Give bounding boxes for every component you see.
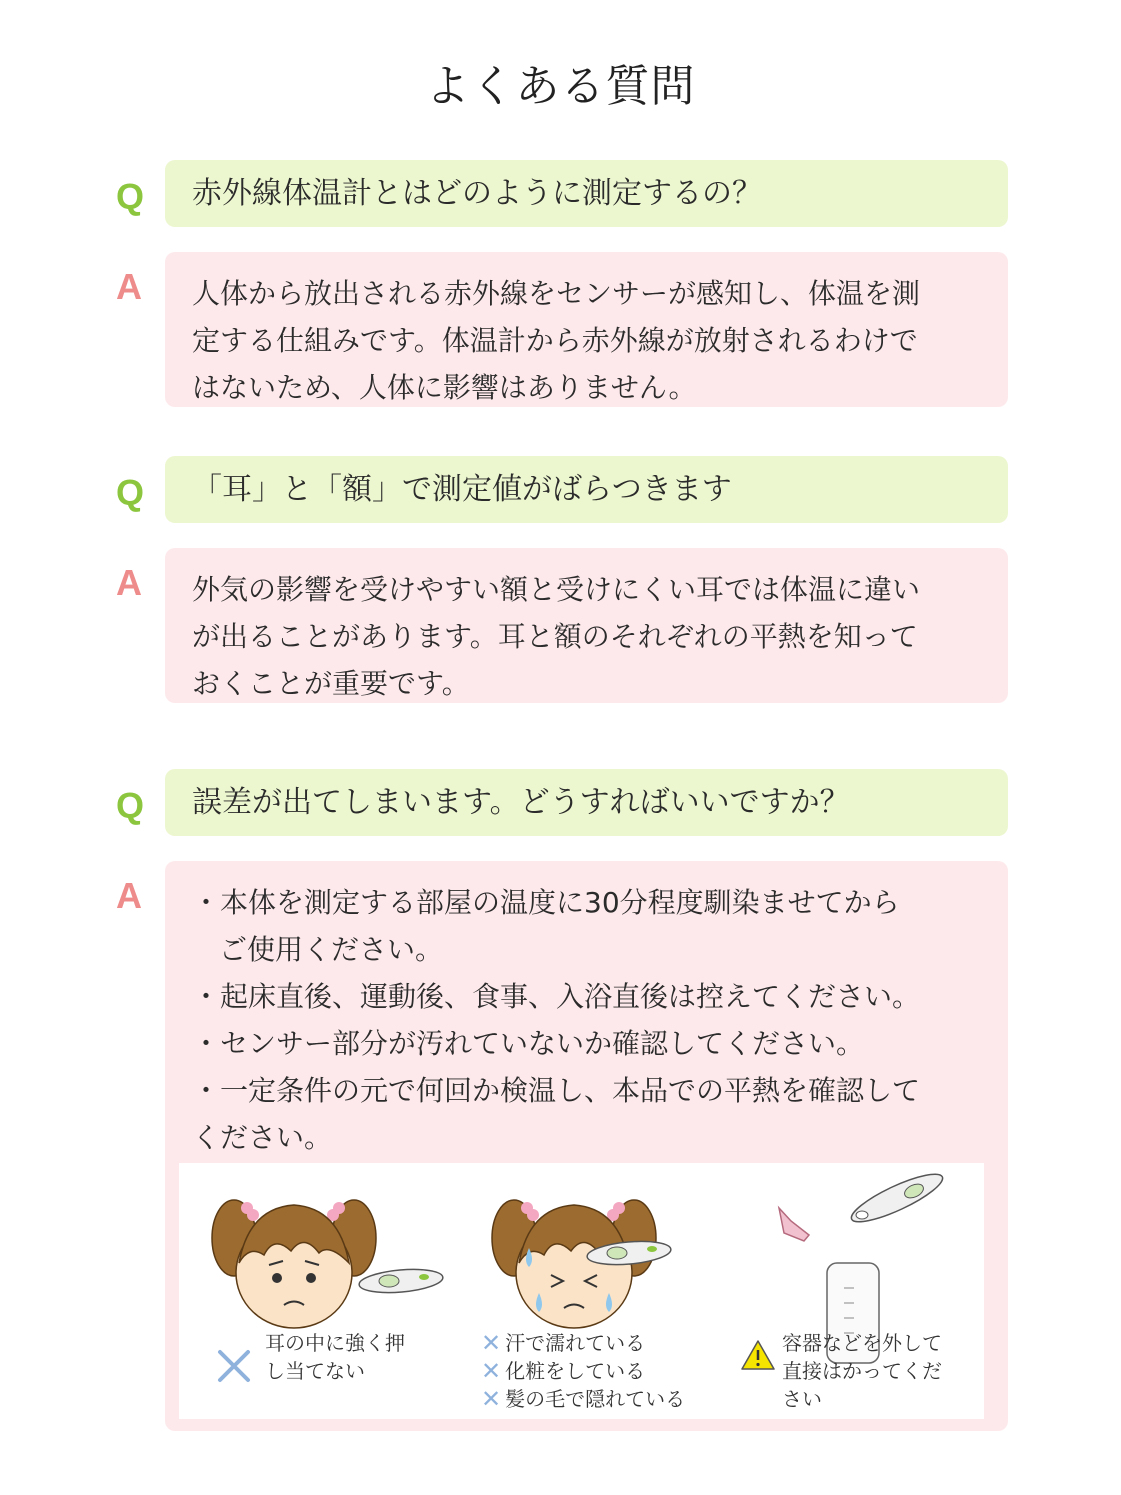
answer-3-line: ・センサー部分が汚れていないか確認してください。 <box>192 1027 865 1060</box>
answer-2 <box>165 548 1008 703</box>
q-label-1: Q <box>116 176 145 217</box>
caption-2-line: 汗で濡れている <box>505 1331 646 1355</box>
answer-2-line: が出ることがあります。耳と額のそれぞれの平熱を知って <box>192 620 918 653</box>
caption-1 <box>265 1329 405 1385</box>
question-3: 誤差が出てしまいます。どうすればいいですか？ <box>165 769 1008 836</box>
caption-1-line: 耳の中に強く押 <box>265 1331 405 1355</box>
a-label-3: A <box>116 875 142 916</box>
answer-1-line: 人体から放出される赤外線をセンサーが感知し、体温を測 <box>192 277 921 310</box>
answer-2-line: おくことが重要です。 <box>192 667 470 700</box>
answer-3-line: ・本体を測定する部屋の温度に30分程度馴染ませてから <box>192 886 900 919</box>
caption-1-line: し当てない <box>265 1359 365 1383</box>
q-label-3: Q <box>116 785 145 826</box>
question-2: 「耳」と「額」で測定値がばらつきます <box>165 456 1008 523</box>
answer-1 <box>165 252 1008 407</box>
girl-forehead-icon <box>492 1200 672 1328</box>
girl-ear-icon <box>212 1200 444 1328</box>
caption-2-line: 化粧をしている <box>505 1359 646 1383</box>
q-label-2: Q <box>116 472 145 513</box>
answer-3-line: ご使用ください。 <box>219 933 444 966</box>
a-label-2: A <box>116 562 142 603</box>
answer-1-line: はないため、人体に影響はありません。 <box>192 371 697 404</box>
question-1: 赤外線体温計とはどのように測定するの？ <box>165 160 1008 227</box>
cross-icon: ✕ <box>481 1329 502 1357</box>
caption-3-line: 容器などを外して <box>782 1331 942 1355</box>
answer-3-line: ・一定条件の元で何回か検温し、本品での平熱を確認して <box>192 1074 921 1107</box>
cross-icon: ✕ <box>481 1357 502 1385</box>
answer-3-line: ください。 <box>192 1121 333 1154</box>
warning-icon <box>740 1339 776 1371</box>
caption-2-line: 髪の毛で隠れている <box>505 1387 686 1411</box>
answer-3-line: ・起床直後、運動後、食事、入浴直後は控えてください。 <box>192 980 921 1013</box>
caption-3-line: さい <box>782 1387 822 1411</box>
caption-3-line: 直接はかってくだ <box>782 1359 942 1383</box>
page-title: よくある質問 <box>425 61 696 112</box>
caption-3 <box>782 1329 942 1413</box>
cross-icon <box>217 1349 251 1383</box>
a-label-1: A <box>116 266 142 307</box>
caption-2 <box>481 1329 685 1413</box>
answer-2-line: 外気の影響を受けやすい額と受けにくい耳では体温に違い <box>192 573 921 606</box>
cross-icon: ✕ <box>481 1385 502 1413</box>
answer-1-line: 定する仕組みです。体温計から赤外線が放射されるわけで <box>192 324 918 357</box>
illustration-panel <box>179 1163 984 1419</box>
